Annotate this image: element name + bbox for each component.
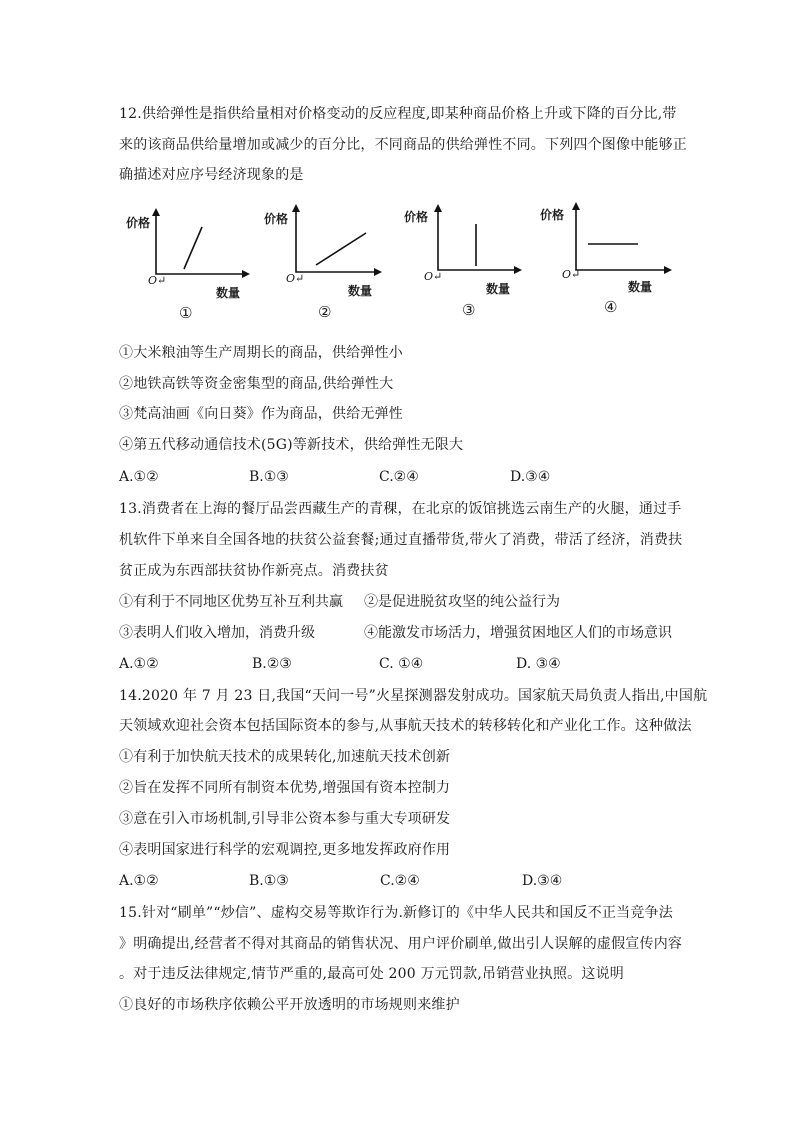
q15-item-1: ①良好的市场秩序依赖公平开放透明的市场规则来维护 [119,997,460,1013]
q13-option-d: D. ③④ [516,656,561,672]
q12-stem-line-2: 来的该商品供给量增加或减少的百分比，不同商品的供给弹性不同。下列四个图像中能够正 [119,137,687,153]
q12-option-d: D.③④ [510,469,551,485]
q15-stem-line-2: 》明确提出,经营者不得对其商品的销售状况、用户评价刷单,做出引人误解的虚假宣传内容 [119,936,683,952]
q14-item-2: ②旨在发挥不同所有制资本优势,增强国有资本控制力 [119,780,451,796]
q14-stem-line-1: 14.2020 年 7 月 23 日,我国“天问一号”火星探测器发射成功。国家航天局负责人指出,中国航 [119,688,708,704]
q15-stem-line-3: 。对于违反法律规定,情节严重的,最高可处 200 万元罚款,吊销营业执照。这说明 [119,966,624,982]
graph-4-origin: O↵ [562,268,581,281]
q13-item-1: ①有利于不同地区优势互补互利共赢 [119,594,343,610]
graph-1-supply-curve [184,227,202,269]
graph-4-number: ④ [604,298,618,316]
graph-3-origin: O↵ [424,270,443,283]
graph-3 [400,198,540,328]
q12-item-1: ①大米粮油等生产周期长的商品，供给弹性小 [119,345,403,361]
q12-graphs [120,198,680,328]
q14-option-c: C.②④ [380,873,420,889]
graph-2-xlabel: 数量 [348,284,373,298]
graph-2-ylabel: 价格 [264,212,289,226]
q14-item-4: ④表明国家进行科学的宏观调控,更多地发挥政府作用 [119,842,451,858]
graph-3-xlabel: 数量 [486,282,511,296]
graph-2-number: ② [318,303,332,321]
graph-2 [260,198,400,328]
graph-1-number: ① [179,304,193,322]
q13-option-b: B.②③ [252,656,292,672]
graph-1-ylabel: 价格 [126,216,151,230]
q12-option-c: C.②④ [379,469,419,485]
q13-option-c: C. ①④ [379,656,424,672]
q14-option-a: A.①② [119,873,159,889]
q13-item-4: ④能激发市场活力，增强贫困地区人们的市场意识 [364,625,672,641]
q14-option-b: B.①③ [249,873,289,889]
graph-1 [120,198,260,328]
graph-1-xlabel: 数量 [216,286,241,300]
q15-stem-line-1: 15.针对“刷单”“炒信”、虚构交易等欺诈行为.新修订的《中华人民共和国反不正当竞争法 [119,905,673,921]
q13-stem-line-2: 机软件下单来自全国各地的扶贫公益套餐;通过直播带货,带火了消费，带活了经济，消费扶 [119,532,683,548]
graph-2-supply-curve [316,233,366,265]
graph-4 [540,198,680,328]
q12-option-b: B.①③ [249,469,289,485]
q14-stem-line-2: 天领域欢迎社会资本包括国际资本的参与,从事航天技术的转移转化和产业化工作。这种做法 [119,718,692,734]
graph-1-origin: O↵ [148,274,167,287]
q12-stem-line-3: 确描述对应序号经济现象的是 [119,167,304,183]
q13-item-3: ③表明人们收入增加，消费升级 [119,625,315,641]
q14-option-d: D.③④ [522,873,563,889]
q13-stem-line-3: 贫正成为东西部扶贫协作新亮点。消费扶贫 [119,563,389,579]
q13-item-2: ②是促进脱贫攻坚的纯公益行为 [364,594,560,610]
graph-3-ylabel: 价格 [404,210,429,224]
graph-2-origin: O↵ [286,272,305,285]
q12-item-4: ④第五代移动通信技术(5G)等新技术，供给弹性无限大 [119,437,464,453]
q12-option-a: A.①② [119,469,159,485]
q12-item-2: ②地铁高铁等资金密集型的商品,供给弹性大 [119,376,394,392]
q12-item-3: ③梵高油画《向日葵》作为商品，供给无弹性 [119,406,403,422]
q13-stem-line-1: 13.消费者在上海的餐厅品尝西藏生产的青稞，在北京的饭馆挑选云南生产的火腿，通过手 [119,501,682,517]
graph-3-number: ③ [462,301,476,319]
q14-item-1: ①有利于加快航天技术的成果转化,加速航天技术创新 [119,749,451,765]
q12-stem-line-1: 12.供给弹性是指供给量相对价格变动的反应程度,即某种商品价格上升或下降的百分比,带 [119,106,677,122]
graph-4-xlabel: 数量 [628,280,653,294]
graph-4-ylabel: 价格 [540,208,565,222]
q13-option-a: A.①② [119,656,159,672]
q14-item-3: ③意在引入市场机制,引导非公资本参与重大专项研发 [119,811,451,827]
